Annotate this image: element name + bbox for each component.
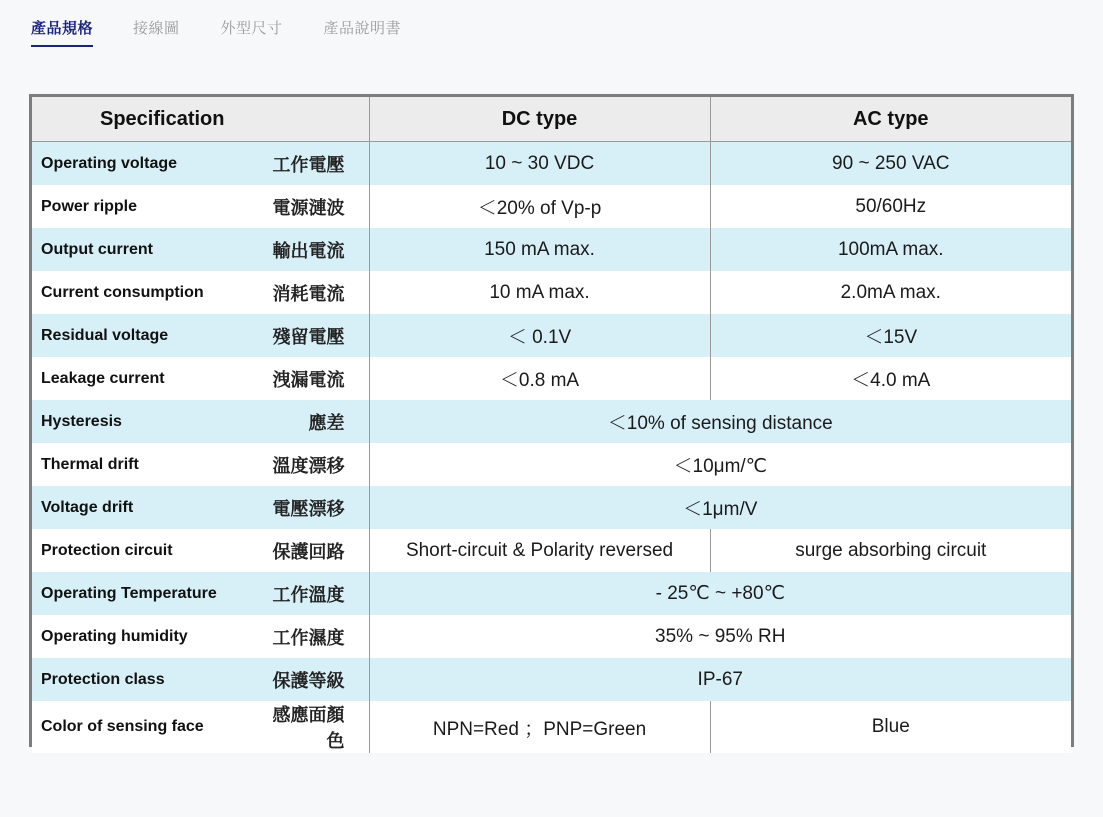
- spec-name-en: Hysteresis: [32, 400, 259, 443]
- table-row: [32, 142, 1071, 186]
- dc-value: 10 ~ 30 VDC: [369, 142, 710, 186]
- ac-value: Blue: [710, 701, 1071, 753]
- table-row: [32, 701, 1071, 753]
- dc-value: 10 mA max.: [369, 271, 710, 314]
- dc-value: Short-circuit & Polarity reversed: [369, 529, 710, 572]
- spec-name-en: Protection class: [32, 658, 259, 701]
- spec-name-zh: 工作電壓: [259, 142, 369, 186]
- shared-value: ＜1μm/V: [369, 486, 1071, 529]
- table-row: [32, 271, 1071, 314]
- dc-value: ＜0.8 mA: [369, 357, 710, 400]
- dc-value: ＜ 0.1V: [369, 314, 710, 357]
- table-row: [32, 529, 1071, 572]
- table-row: [32, 572, 1071, 615]
- dc-value: NPN=Red ；PNP=Green: [369, 701, 710, 753]
- table-row: [32, 615, 1071, 658]
- table-row: [32, 486, 1071, 529]
- spec-table: [32, 97, 1071, 753]
- table-row: [32, 228, 1071, 271]
- ac-value: 2.0mA max.: [710, 271, 1071, 314]
- ac-value: 90 ~ 250 VAC: [710, 142, 1071, 186]
- tab-dimensions[interactable]: 外型尺寸: [220, 20, 283, 37]
- spec-name-en: Power ripple: [32, 185, 259, 228]
- spec-name-zh: 電壓漂移: [259, 486, 369, 529]
- spec-name-zh: 電源漣波: [259, 185, 369, 228]
- spec-name-en: Leakage current: [32, 357, 259, 400]
- ac-value: ＜4.0 mA: [710, 357, 1071, 400]
- table-row: [32, 400, 1071, 443]
- header-specification: Specification: [32, 97, 369, 142]
- spec-name-en: Operating Temperature: [32, 572, 259, 615]
- shared-value: 35% ~ 95% RH: [369, 615, 1071, 658]
- table-row: [32, 658, 1071, 701]
- spec-name-en: Thermal drift: [32, 443, 259, 486]
- table-row: [32, 314, 1071, 357]
- table-header-row: [32, 97, 1071, 142]
- spec-name-zh: 輸出電流: [259, 228, 369, 271]
- table-row: [32, 185, 1071, 228]
- header-ac-type: AC type: [710, 97, 1071, 142]
- ac-value: ＜15V: [710, 314, 1071, 357]
- spec-name-zh: 工作濕度: [259, 615, 369, 658]
- spec-name-en: Output current: [32, 228, 259, 271]
- shared-value: ＜10% of sensing distance: [369, 400, 1071, 443]
- spec-name-zh: 應差: [259, 400, 369, 443]
- spec-name-en: Residual voltage: [32, 314, 259, 357]
- spec-name-en: Operating voltage: [32, 142, 259, 186]
- dc-value: ＜20% of Vp-p: [369, 185, 710, 228]
- spec-name-en: Current consumption: [32, 271, 259, 314]
- tab-wiring-diagram[interactable]: 接線圖: [133, 20, 180, 37]
- tab-specifications[interactable]: 產品規格: [31, 18, 93, 47]
- spec-name-en: Operating humidity: [32, 615, 259, 658]
- table-row: [32, 357, 1071, 400]
- ac-value: 100mA max.: [710, 228, 1071, 271]
- shared-value: ＜10μm/℃: [369, 443, 1071, 486]
- spec-name-zh: 保護回路: [259, 529, 369, 572]
- ac-value: 50/60Hz: [710, 185, 1071, 228]
- spec-name-zh: 工作溫度: [259, 572, 369, 615]
- shared-value: IP-67: [369, 658, 1071, 701]
- header-dc-type: DC type: [369, 97, 710, 142]
- tab-bar: [31, 18, 442, 46]
- spec-name-en: Voltage drift: [32, 486, 259, 529]
- ac-value: surge absorbing circuit: [710, 529, 1071, 572]
- spec-name-zh: 感應面顏色: [259, 701, 369, 753]
- spec-name-zh: 消耗電流: [259, 271, 369, 314]
- spec-name-en: Protection circuit: [32, 529, 259, 572]
- tab-manual[interactable]: 產品說明書: [323, 20, 402, 37]
- spec-name-zh: 溫度漂移: [259, 443, 369, 486]
- spec-name-en: Color of sensing face: [32, 701, 259, 753]
- spec-table-container: [29, 94, 1074, 751]
- shared-value: - 25℃ ~ +80℃: [369, 572, 1071, 615]
- spec-name-zh: 殘留電壓: [259, 314, 369, 357]
- spec-name-zh: 洩漏電流: [259, 357, 369, 400]
- table-row: [32, 443, 1071, 486]
- spec-name-zh: 保護等級: [259, 658, 369, 701]
- dc-value: 150 mA max.: [369, 228, 710, 271]
